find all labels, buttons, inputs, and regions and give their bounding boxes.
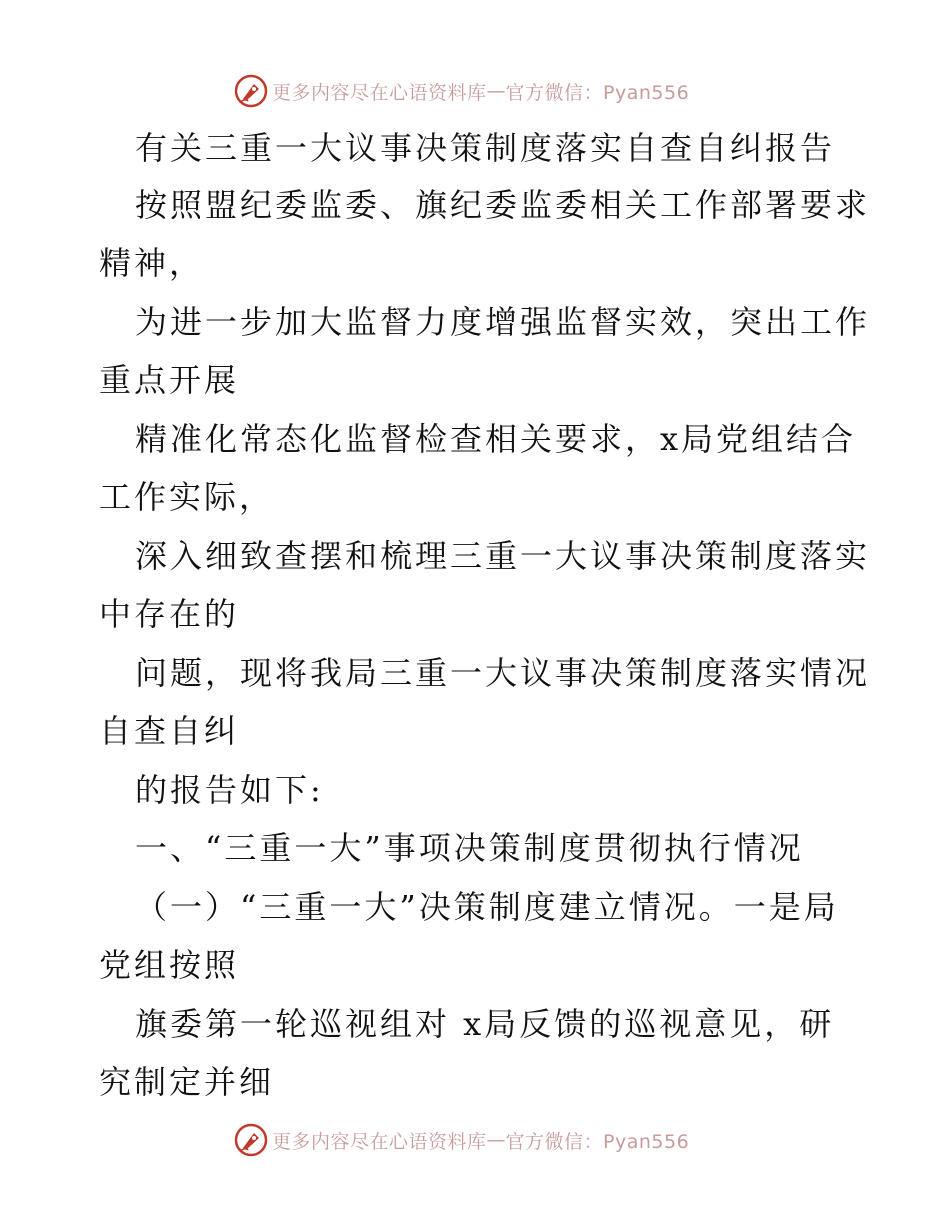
banner-wechat: 官方微信：Pyan556 bbox=[505, 81, 690, 104]
paragraph-line: 究制定并细 bbox=[99, 1063, 275, 1101]
paragraph-line: 旗委第一轮巡视组对 x局反馈的巡视意见，研 bbox=[135, 1005, 835, 1043]
paragraph-line: 的报告如下: bbox=[135, 771, 324, 809]
footer-banner-separator: — bbox=[486, 1129, 506, 1151]
pen-nib-logo-icon bbox=[234, 1123, 268, 1157]
paragraph-line: 按照盟纪委监委、旗纪委监委相关工作部署要求 bbox=[135, 186, 871, 224]
banner-title: 更多内容尽在心语资料库 bbox=[272, 81, 487, 104]
paragraph-line: 自查自纠 bbox=[99, 712, 240, 750]
section-heading: 一、“三重一大”事项决策制度贯彻执行情况 bbox=[135, 829, 804, 867]
banner-separator: — bbox=[486, 80, 506, 102]
footer-banner bbox=[234, 1121, 689, 1159]
paragraph-line: 精准化常态化监督检查相关要求，x局党组结合 bbox=[135, 420, 857, 458]
paragraph-line: 为进一步加大监督力度增强监督实效，突出工作 bbox=[135, 303, 871, 341]
header-banner bbox=[234, 72, 689, 110]
document-title: 有关三重一大议事决策制度落实自查自纠报告 bbox=[135, 129, 836, 167]
paragraph-line: 党组按照 bbox=[99, 946, 240, 984]
footer-banner-wechat: 官方微信：Pyan556 bbox=[505, 1130, 690, 1153]
paragraph-line: 重点开展 bbox=[99, 361, 240, 399]
paragraph-line: 中存在的 bbox=[99, 595, 240, 633]
subsection-heading: （一）“三重一大”决策制度建立情况。一是局 bbox=[135, 888, 839, 926]
paragraph-line: 深入细致查摆和梳理三重一大议事决策制度落实 bbox=[135, 537, 871, 575]
footer-banner-title: 更多内容尽在心语资料库 bbox=[272, 1130, 487, 1153]
paragraph-line: 精神， bbox=[99, 244, 205, 282]
paragraph-line: 问题，现将我局三重一大议事决策制度落实情况 bbox=[135, 654, 871, 692]
pen-nib-logo-icon bbox=[234, 74, 268, 108]
paragraph-line: 工作实际， bbox=[99, 478, 275, 516]
